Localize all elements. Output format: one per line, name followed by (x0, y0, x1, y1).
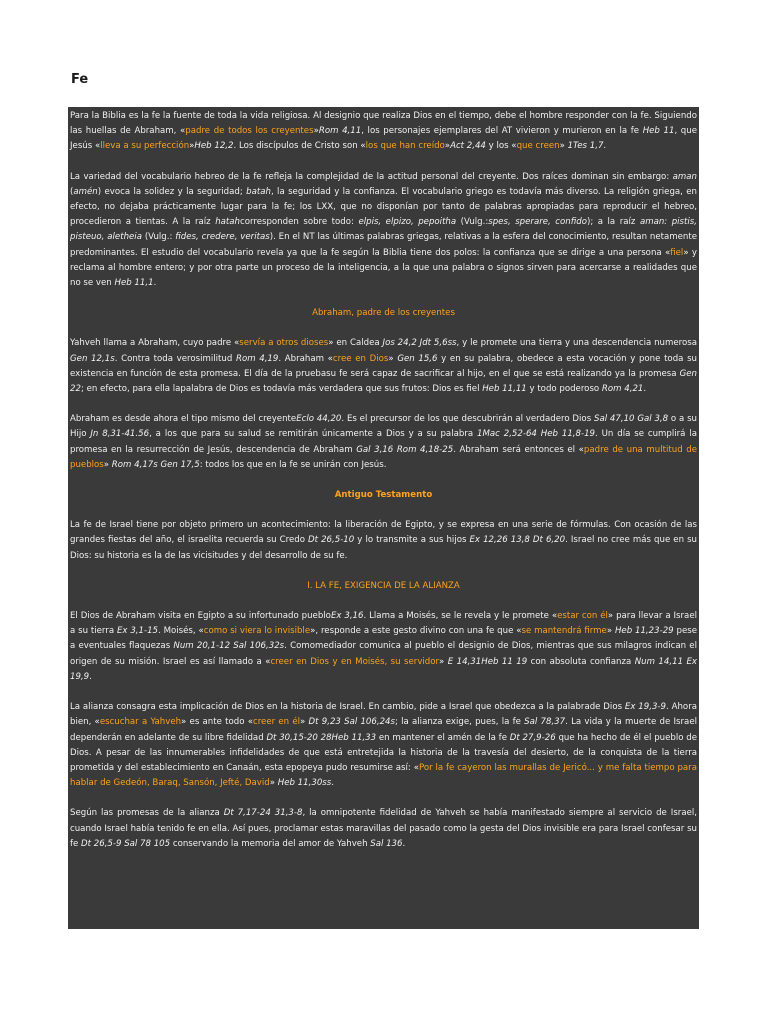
text-run: La alianza consagra esta implicación de Dios en la historia de Israel. En cambio, pide a Israel que obedezca a la palabrade Dios (70, 702, 625, 713)
text-run: . Llama a Moisés, se le revela y le promete « (363, 611, 558, 622)
text-run: . Abraham « (278, 353, 333, 364)
text-run: . (603, 141, 607, 152)
text-run: conservando la memoria del amor de Yahveh (170, 838, 371, 849)
quote-highlight: fiel (670, 247, 684, 258)
text-run: » (559, 141, 568, 152)
text-run: corresponden sobre todo: (240, 217, 359, 228)
bible-reference: spes, sperare, confido (488, 217, 587, 228)
section-heading: Antiguo Testamento (334, 490, 433, 501)
bible-reference: Gen 22 (70, 368, 697, 395)
text-run: » (269, 778, 278, 789)
bible-reference: Dt 27,9-26 (509, 732, 556, 743)
bible-reference: Jn 8,31-41.56 (90, 429, 150, 440)
bible-reference: Ex 3,1-15 (116, 626, 159, 637)
text-run: La fe de Israel tiene por objeto primero un acontecimiento: la liberación de Egipto, y se expresa en una serie de fórmulas. Con ocasión de las grandes fiestas del año, el israelita recuerda su Credo (70, 520, 697, 546)
quote-highlight: Por la fe cayeron las murallas de Jericó... y me falta tiempo para hablar de Gedeón, Baraq, Sansón, Jefté, David (70, 762, 697, 789)
text-run: » (606, 626, 615, 637)
text-run: El Dios de Abraham visita en Egipto a su infortunado pueblo (70, 611, 331, 622)
bible-reference: Num 14,11 Ex 19,9 (70, 656, 697, 682)
paragraph (70, 806, 697, 852)
text-run: » en Caldea (328, 338, 383, 349)
bible-reference: Eclo 44,20 (296, 414, 342, 425)
text-run: , que Jesús « (70, 126, 697, 152)
bible-reference: Sal 78,37 (524, 717, 566, 728)
bible-reference: 1Mac 2,52-64 Heb 11,8-19 (476, 429, 596, 440)
quote-highlight: servía a otros dioses (239, 338, 329, 349)
bible-reference: Heb 11,11 (482, 384, 527, 395)
bible-reference: Heb 11,1 (114, 278, 154, 289)
text-run: » (388, 353, 398, 364)
text-run: . Un día se cumplirá la promesa en la resurrección de Jesús, descendencia de Abraham (70, 429, 697, 455)
bible-reference: Gal 3,16 Rom 4,18-25 (356, 444, 454, 455)
bible-reference: aman: pistis, pisteuo, aletheia (70, 217, 697, 243)
text-run: que ha hecho de él el pueblo de Dios. A pesar de las innumerables infidelidades de que está entretejida la historia de la travesía del desierto, de la conquista de la tierra prometida y del establecimiento en Canaán, esta epopeya pudo resumirse así: « (70, 732, 698, 773)
text-run: , la omnipotente fidelidad de Yahveh se había manifestado siempre al servicio de Israel, cuando Israel había tenido fe en ella. Así pues, proclamar estas maravillas del pasado como la gesta del Dios invisible era para Israel confesar su fe (70, 808, 697, 849)
text-run: (Vulg.: (141, 232, 176, 243)
bible-reference: Heb 11 (642, 126, 675, 137)
text-run: » (439, 656, 448, 667)
paragraph (70, 609, 697, 685)
text-run: y en su palabra, obedece a esta vocación y pone toda su existencia en función de esta promesa. El día de la pruebasu fe será capaz de sacrificar al hijo, en el que se está realizando ya la promesa (70, 353, 698, 379)
text-run: . (153, 278, 157, 289)
quote-highlight: padre de una multitud de pueblos (70, 444, 697, 470)
quote-highlight: creer en Dios y en Moisés, su servidor (270, 656, 440, 667)
bible-reference: aman (672, 171, 697, 182)
text-run: . (89, 671, 92, 682)
bible-reference: E 14,31Heb 11 19 (447, 656, 528, 667)
text-run: . Los discípulos de Cristo son « (233, 141, 366, 152)
text-run: con absoluta confianza (527, 656, 635, 667)
bible-reference: Ex 12,26 13,8 Dt 6,20 (469, 535, 566, 546)
bible-reference: Heb 12,2 (194, 141, 234, 152)
text-run: . Abraham será entonces el « (453, 444, 584, 455)
text-run: La variedad del vocabulario hebreo de la fe refleja la complejidad de la actitud personal del creyente. Dos raíces dominan sin embargo: (70, 171, 673, 182)
text-run: . (402, 838, 406, 849)
paragraph (70, 700, 697, 791)
bible-reference: Gen 12,1s (70, 353, 115, 364)
bible-reference: Rom 4,19 (235, 353, 279, 364)
text-run: en mantener el amén de la fe (376, 732, 510, 743)
text-run: », responde a este gesto divino con una fe que « (310, 626, 522, 637)
text-run: » (300, 717, 309, 728)
bible-reference: amén (73, 186, 98, 197)
bible-reference: Dt 30,15-20 28Heb 11,33 (266, 732, 377, 743)
text-run: ) evoca la solidez y la seguridad; (97, 186, 247, 197)
bible-reference: fides, credere, veritas (175, 232, 270, 243)
bible-reference: Sal 136 (370, 838, 403, 849)
bible-reference: Ex 3,16 (330, 611, 364, 622)
paragraph (70, 170, 697, 292)
bible-reference: Ex 19,3-9 (624, 702, 667, 713)
text-run: , los personajes ejemplares del AT vivieron y murieron en la fe (361, 126, 643, 137)
text-run: Yahveh llama a Abraham, cuyo padre « (70, 338, 240, 349)
bible-reference: Dt 26,5-9 Sal 78 105 (81, 838, 171, 849)
text-run: » (444, 141, 451, 152)
paragraph (70, 109, 697, 155)
text-run: ; la alianza exige, pues, la fe (395, 717, 525, 728)
text-run: ); a la raíz (586, 217, 640, 228)
quote-highlight: cree en Dios (332, 353, 389, 364)
text-run: pese a eventuales flaquezas (70, 626, 697, 652)
paragraph (70, 336, 697, 397)
bible-reference: 1Tes 1,7 (567, 141, 604, 152)
text-run: : todos los que en la fe se unirán con Jesús. (199, 459, 387, 470)
quote-highlight: estar con él (557, 611, 608, 622)
bible-reference: Rom 4,17s Gen 17,5 (111, 459, 200, 470)
bible-reference: Heb 11,23-29 (614, 626, 674, 637)
text-run: . Ahora bien, « (70, 702, 697, 728)
text-run: , a los que para su salud se remitirán únicamente a Dios y a su palabra (149, 429, 477, 440)
bible-reference: elpis, elpizo, pepoitha (358, 217, 457, 228)
bible-reference: Dt 7,17-24 31,3-8 (223, 808, 303, 819)
text-run: » (103, 459, 112, 470)
bible-reference: batah (246, 186, 271, 197)
text-run: . Es el precursor de los que descubrirán al verdadero Dios (341, 414, 594, 425)
text-run: Abraham es desde ahora el tipo mismo del creyente (70, 414, 297, 425)
bible-reference: Jos 24,2 Jdt 5,6ss (382, 338, 457, 349)
text-run: . Israel no cree más que en su Dios: su historia es la de las vicisitudes y del desarrollo de su fe. (70, 535, 697, 561)
bible-reference: Rom 4,11 (318, 126, 362, 137)
text-run: Según las promesas de la alianza (70, 808, 224, 819)
text-run: . Comomediador comunica al pueblo el designio de Dios, mientras que sus milagros indican el origen de su misión. Israel es así llamado a « (70, 641, 697, 667)
text-run: Para la Biblia es la fe la fuente de toda la vida religiosa. Al designio que realiza Dios en el tiempo, debe el hombre responder con la fe. Siguiendo las huellas de Abraham, « (70, 111, 697, 137)
text-run: . Moisés, « (158, 626, 204, 637)
text-run: ). En el NT las últimas palabras griegas, relativas a la esfera del conocimiento, resultan netamente predominantes. El estudio del vocabulario revela ya que la fe según la Biblia tiene dos polos: la confianza que se dirige a una persona « (70, 232, 698, 258)
text-run: » y reclama al hombre entero; y por otra parte un proceso de la inteligencia, a la que una palabra o signos sirven para acercarse a realidades que no se ven (70, 247, 697, 289)
bible-reference: Rom 4,21 (601, 384, 644, 395)
bible-reference: Dt 26,5-10 (308, 535, 355, 546)
page-title: Fe (71, 72, 89, 87)
article-body (68, 107, 699, 929)
text-run: » (189, 141, 195, 152)
section-heading: I. LA FE, EXIGENCIA DE LA ALIANZA (307, 580, 460, 591)
text-run: . (643, 384, 647, 395)
paragraph (70, 518, 697, 564)
text-run: o a su Hijo (70, 414, 697, 440)
bible-reference: Dt 9,23 Sal 106,24s (308, 717, 396, 728)
text-run: y los « (485, 141, 517, 152)
text-run: . Contra toda verosimilitud (114, 353, 236, 364)
bible-reference: Act 2,44 (450, 141, 486, 152)
text-run: , y le promete una tierra y una descendencia numerosa (456, 338, 697, 349)
quote-highlight: que creen (516, 141, 560, 152)
paragraph (70, 412, 697, 473)
quote-highlight: padre de todos los creyentes (185, 126, 314, 137)
text-run: y lo transmite a sus hijos (354, 535, 470, 546)
quote-highlight: como si viera lo invisible (203, 626, 311, 637)
text-run: ; en efecto, para ella lapalabra de Dios es todavía más verdadera que sus frutos: Dios es fiel (80, 384, 483, 395)
text-run: (Vulg.: (456, 217, 489, 228)
bible-reference: Heb 11,30ss (277, 778, 332, 789)
text-run: » para llevar a Israel a su tierra (70, 611, 697, 637)
bible-reference: hatah (215, 217, 240, 228)
bible-reference: Gen 15,6 (397, 353, 438, 364)
text-run: . La vida y la muerte de Israel dependerán en adelante de su libre fidelidad (70, 717, 697, 743)
text-run: » (313, 126, 319, 137)
bible-reference: Num 20,1-12 Sal 106,32s (173, 641, 285, 652)
quote-highlight: se mantendrá firme (521, 626, 607, 637)
text-run: » es ante todo « (181, 717, 253, 728)
quote-highlight: escuchar a Yahveh (99, 717, 182, 728)
quote-highlight: creer en él (252, 717, 301, 728)
section-heading: Abraham, padre de los creyentes (312, 308, 455, 319)
quote-highlight: lleva a su perfección (100, 141, 190, 152)
text-run: . (331, 778, 334, 789)
text-run: ( (70, 186, 74, 197)
quote-highlight: los que han creído (365, 141, 445, 152)
bible-reference: Sal 47,10 Gal 3,8 (593, 414, 669, 425)
text-run: , la seguridad y la confianza. El vocabulario griego es todavía más diverso. La religión griega, en efecto, no dejaba prácticamente lugar para la fe; los LXX, que no disponían por tanto de palabras apropiadas para reproducir el hebreo, procedieron a tientas. A la raíz (70, 186, 698, 228)
text-run: y todo poderoso (526, 384, 602, 395)
